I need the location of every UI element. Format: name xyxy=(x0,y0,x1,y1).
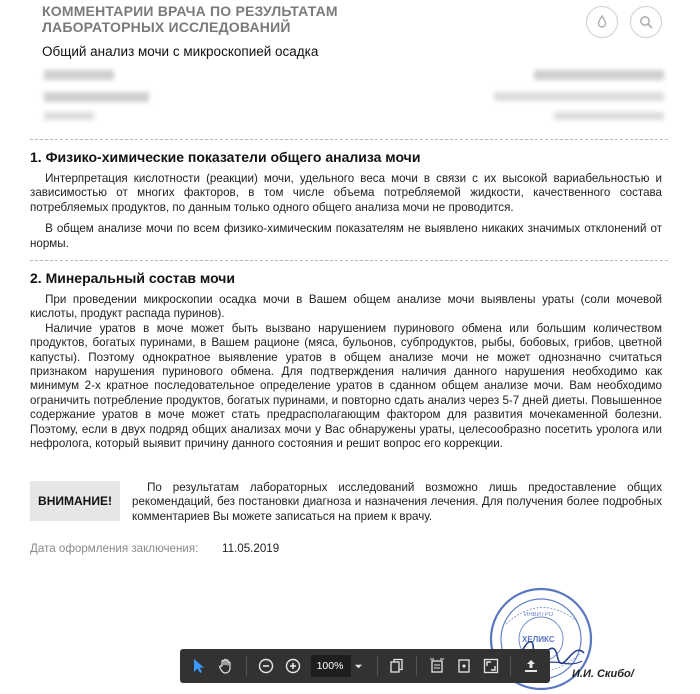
warning-text xyxy=(132,481,662,524)
toolbar-separator xyxy=(416,656,417,676)
section-2-paragraph: При проведении микроскопии осадка мочи в Вашем общем анализе мочи выявлены ураты (соли мочевой кислоты, продукт распада пуринов). xyxy=(30,293,662,321)
section-1-paragraph: В общем анализе мочи по всем физико-химическим показателям не выявлено никаких значимых отклонений от нормы. xyxy=(30,222,662,250)
svg-text:ХЕЛИКС: ХЕЛИКС xyxy=(522,635,555,644)
section-1-title: 1. Физико-химические показатели общего анализа мочи xyxy=(30,149,421,165)
doctor-name: И.И. Скибо/ xyxy=(572,668,634,680)
zoom-in-icon[interactable] xyxy=(282,654,305,678)
fit-page-icon[interactable] xyxy=(425,654,448,678)
upload-icon[interactable] xyxy=(519,654,542,678)
zoom-select[interactable] xyxy=(311,655,367,677)
cursor-icon[interactable] xyxy=(188,654,211,678)
pdf-toolbar xyxy=(180,649,550,683)
fullscreen-icon[interactable] xyxy=(479,654,502,678)
chevron-down-icon[interactable] xyxy=(351,655,367,677)
search-icon[interactable] xyxy=(630,6,662,38)
toolbar-separator xyxy=(510,656,511,676)
section-2-paragraph: Наличие уратов в моче может быть вызвано нарушением пуринового обмена или большим количеством продуктов, богатых пуринами, в Вашем рационе (мяса, бульонов, субпродуктов, рыбы, бобовых, грибов, цветной капусты). Поэтому однократное выявление уратов в общем анализе мочи не может однозначно считаться признаком нарушения пуринового обмена. Для подтверждения наличия данного нарушения необходимо как минимум 2-х кратное последовательное определение уратов в сданном общем анализе мочи. Вам необходимо ограничить потребление продуктов, богатых пуринами, и повторно сдать анализ через 5-7 дней диеты. Повышенное содержание уратов в моче может стать предрасполагающим фактором для развития мочекаменной болезни. Поэтому, если в двух подряд общих анализах мочи у Вас обнаружены ураты, целесообразно посетить уролога или нефролога, который выявит причину данного состояния и решит вопрос его коррекции. xyxy=(30,321,662,451)
warning-label: ВНИМАНИЕ! xyxy=(30,481,120,521)
toolbar-separator xyxy=(377,656,378,676)
patient-info-blurred xyxy=(30,66,670,128)
zoom-value[interactable]: 100% xyxy=(311,655,351,677)
hand-icon[interactable] xyxy=(215,654,238,678)
document-subtitle: Общий анализ мочи с микроскопией осадка xyxy=(42,44,319,59)
rotate-icon[interactable] xyxy=(452,654,475,678)
section-1-paragraph: Интерпретация кислотности (реакции) мочи, удельного веса мочи в связи с их высокой вариабельностью и зависимостью от многих факторов, в том числе объема потребляемой жидкости, качественного состава потребляемых продуктов, по данным только одного общего анализа мочи не проводится. xyxy=(30,172,662,214)
date-value: 11.05.2019 xyxy=(222,542,280,555)
divider xyxy=(30,260,668,261)
divider xyxy=(30,139,668,140)
date-label: Дата оформления заключения: xyxy=(30,542,199,555)
section-2-body xyxy=(30,293,662,451)
drop-icon[interactable] xyxy=(586,6,618,38)
document-title: КОММЕНТАРИИ ВРАЧА ПО РЕЗУЛЬТАТАМ ЛАБОРАТОРНЫХ ИССЛЕДОВАНИЙ xyxy=(42,3,338,35)
section-1-body xyxy=(30,172,662,251)
toolbar-separator xyxy=(246,656,247,676)
svg-text:ИНВИТРО: ИНВИТРО xyxy=(524,612,554,618)
section-2-title: 2. Минеральный состав мочи xyxy=(30,270,236,286)
copy-icon[interactable] xyxy=(386,654,409,678)
warning-paragraph: По результатам лабораторных исследований возможно лишь предоставление общих рекомендаций, без постановки диагноза и назначения лечения. Для получения более подробных комментариев Вы можете записаться на прием к врачу. xyxy=(132,481,662,523)
zoom-out-icon[interactable] xyxy=(255,654,278,678)
